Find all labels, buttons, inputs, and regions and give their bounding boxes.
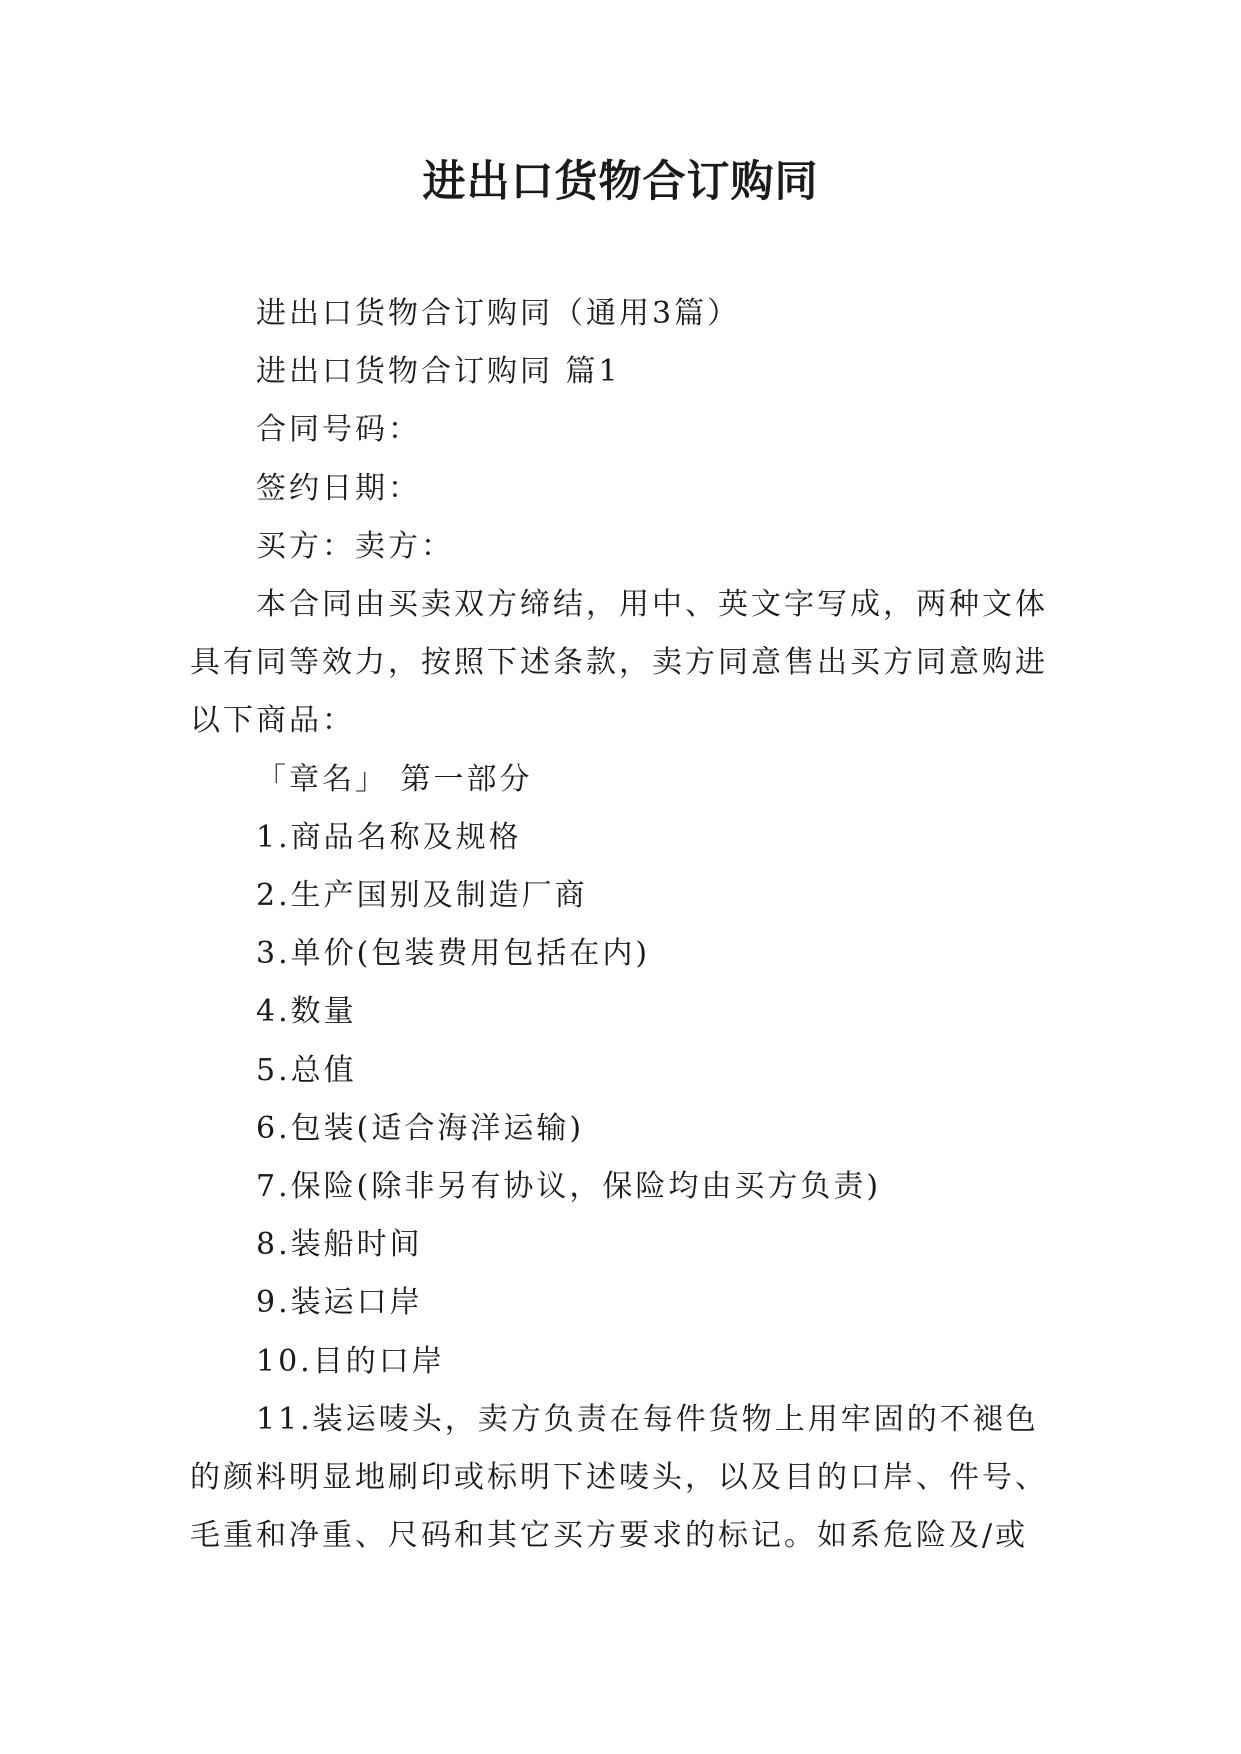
paragraph-parties: 买方：卖方： [256,528,454,564]
clause-item: 10.目的口岸 [256,1343,445,1379]
clause-item: 2.生产国别及制造厂商 [256,878,588,914]
document-body [190,285,1060,1565]
paragraph-chapter-name: 「章名」 第一部分 [256,761,533,797]
document-title: 进出口货物合订购同 [422,157,819,207]
paragraph-signing-date: 签约日期： [256,470,421,506]
clause-item-shipping-marks: 11.装运唛头，卖方负责在每件货物上用牢固的不褪色的颜料明显地刷印或标明下述唛头，以及目的口岸、件号、毛重和净重、尺码和其它买方要求的标记。如系危险及/或 [190,1401,1048,1554]
paragraph-preamble: 本合同由买卖双方缔结，用中、英文字写成，两种文体具有同等效力，按照下述条款，卖方同意售出买方同意购进以下商品： [190,587,1048,739]
paragraph-subtitle: 进出口货物合订购同（通用3篇） [256,296,741,331]
paragraph-contract-number: 合同号码： [256,412,421,448]
paragraph-section-heading: 进出口货物合订购同 篇1 [256,354,621,390]
clause-item: 8.装船时间 [256,1227,423,1263]
clause-item: 7.保险(除非另有协议，保险均由买方负责) [256,1169,882,1205]
clause-item: 1.商品名称及规格 [256,819,522,855]
clause-item: 4.数量 [256,994,357,1030]
clause-item: 9.装运口岸 [256,1285,423,1321]
clause-item: 3.单价(包装费用包括在内) [256,936,651,972]
clause-item: 5.总值 [256,1052,357,1088]
clause-item: 6.包装(适合海洋运输) [256,1110,585,1146]
